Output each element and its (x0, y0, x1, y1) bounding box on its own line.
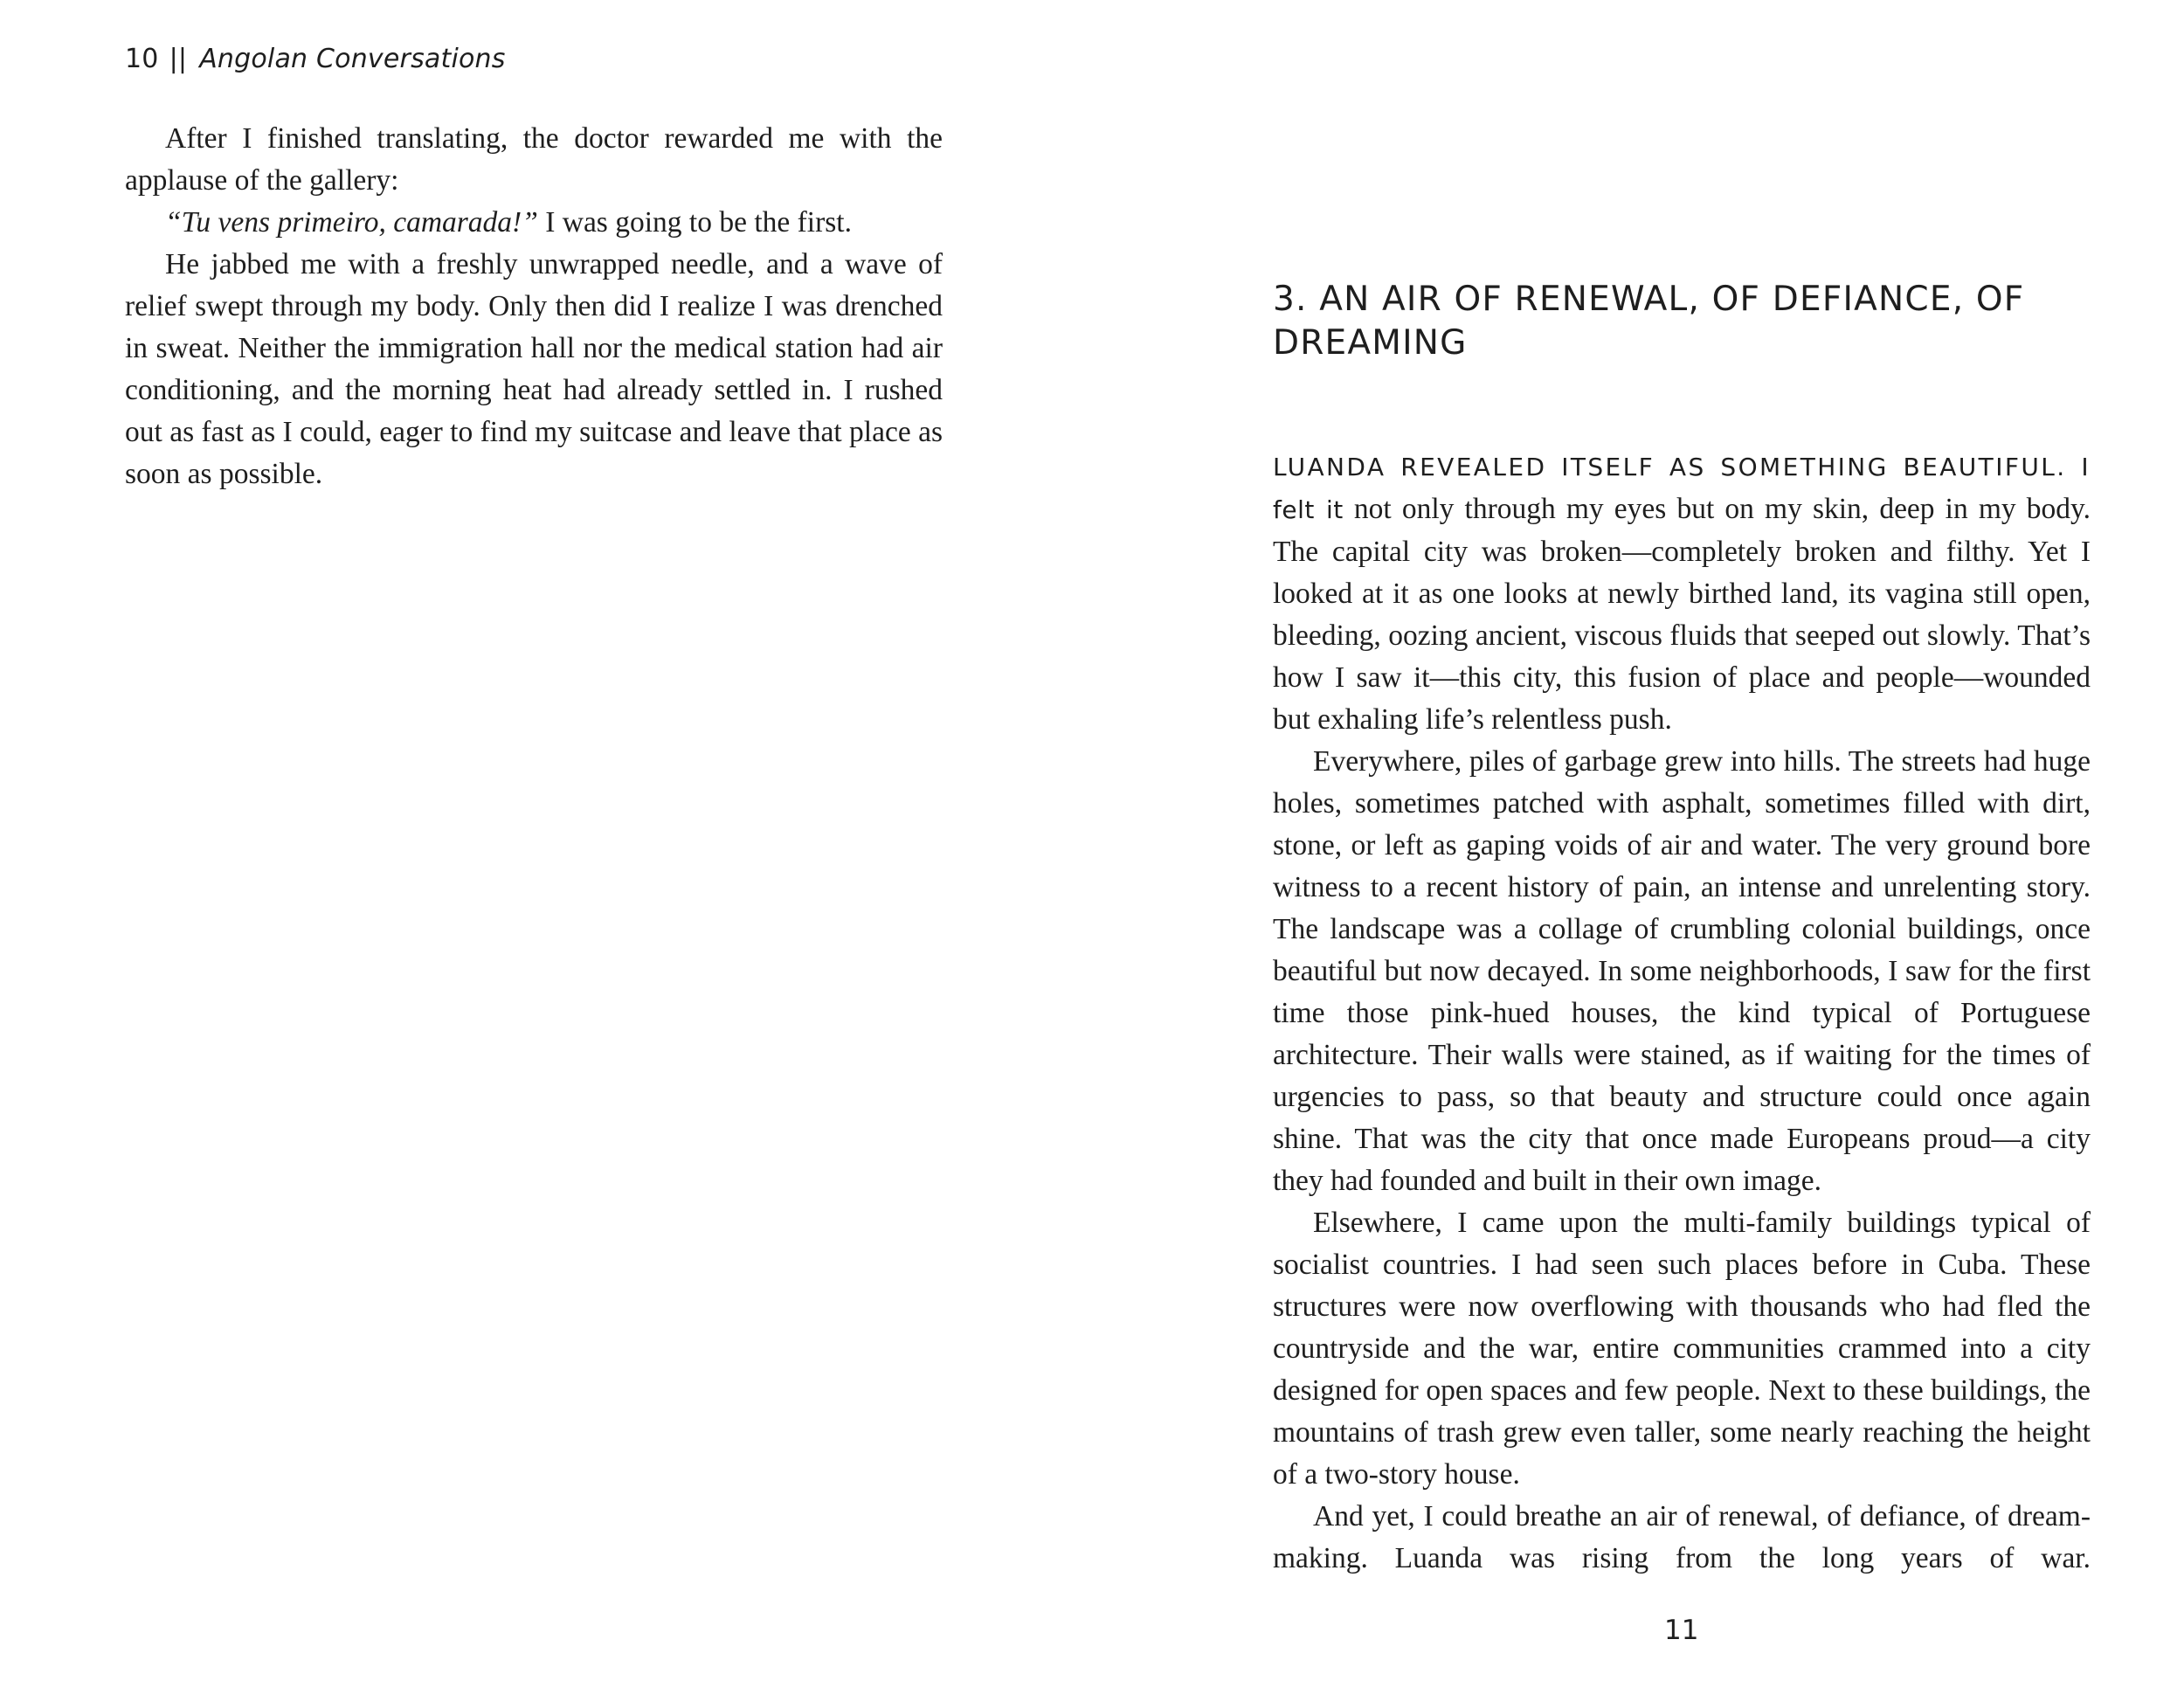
paragraph: After I finished translating, the doctor rewarded me with the applause of the gallery: (125, 122, 943, 197)
page-number: 10 (125, 44, 159, 74)
lead-in-caps: LUANDA REVEALED ITSELF AS SOMETHING BEAUTIFUL. I (1273, 453, 2091, 481)
running-head-separator: || (169, 44, 188, 74)
left-body-text (125, 118, 943, 495)
paragraph-text: not only through my eyes but on my skin, deep in my body. The capital city was broken—completely broken and filthy. Yet I looked at it as one looks at newly birthed land, its vagina still open, bleeding, oozing ancient, viscous fluids that seeped out slowly. That’s how I saw it—this city, this fusion of place and people—wounded but exhaling life’s relentless push. (1273, 493, 2091, 736)
paragraph-text: I was going to be the first. (537, 206, 852, 239)
paragraph: He jabbed me with a freshly unwrapped needle, and a wave of relief swept through my body. Only then did I realize I was drenched in sweat. Neither the immigration hall nor the medical station had air conditioning, and the morning heat had already settled in. I rushed out as fast as I could, eager to find my suitcase and leave that place as soon as possible. (125, 248, 943, 490)
lead-in-lowercase: felt it (1273, 495, 1344, 524)
paragraph (125, 202, 943, 244)
portuguese-quote: “Tu vens primeiro, camarada!” (165, 206, 538, 239)
running-head (125, 44, 506, 74)
paragraph: Elsewhere, I came upon the multi-family buildings typical of socialist countries. I had seen such places before in Cuba. These structures were now overflowing with thousands who had fled the countryside and the war, entire communities crammed into a city designed for open spaces and few people. Next to these buildings, the mountains of trash grew even taller, some nearly reaching the height of a two-story house. (1273, 1207, 2091, 1491)
opening-paragraph (1273, 446, 2091, 741)
right-body-text (1273, 446, 2091, 1580)
book-title: Angolan Conversations (199, 44, 506, 74)
paragraph: Everywhere, piles of garbage grew into hills. The streets had huge holes, sometimes patched with asphalt, sometimes filled with dirt, stone, or left as gaping voids of air and water. The very ground bore witness to a recent history of pain, an intense and unrelenting story. The landscape was a collage of crumbling colonial buildings, once beautiful but now decayed. In some neighborhoods, I saw for the first time those pink-hued houses, the kind typical of Portuguese architecture. Their walls were stained, as if waiting for the times of urgencies to pass, so that beauty and structure could once again shine. That was the city that once made Europeans proud—a city they had founded and built in their own image. (1273, 745, 2091, 1197)
paragraph: And yet, I could breathe an air of renewal, of defiance, of dream-making. Luanda was rising from the long years of war. (1273, 1500, 2091, 1574)
chapter-title: 3. AN AIR OF RENEWAL, OF DEFIANCE, OF DREAMING (1273, 280, 2025, 363)
folio-page-number: 11 (1664, 1615, 1699, 1646)
